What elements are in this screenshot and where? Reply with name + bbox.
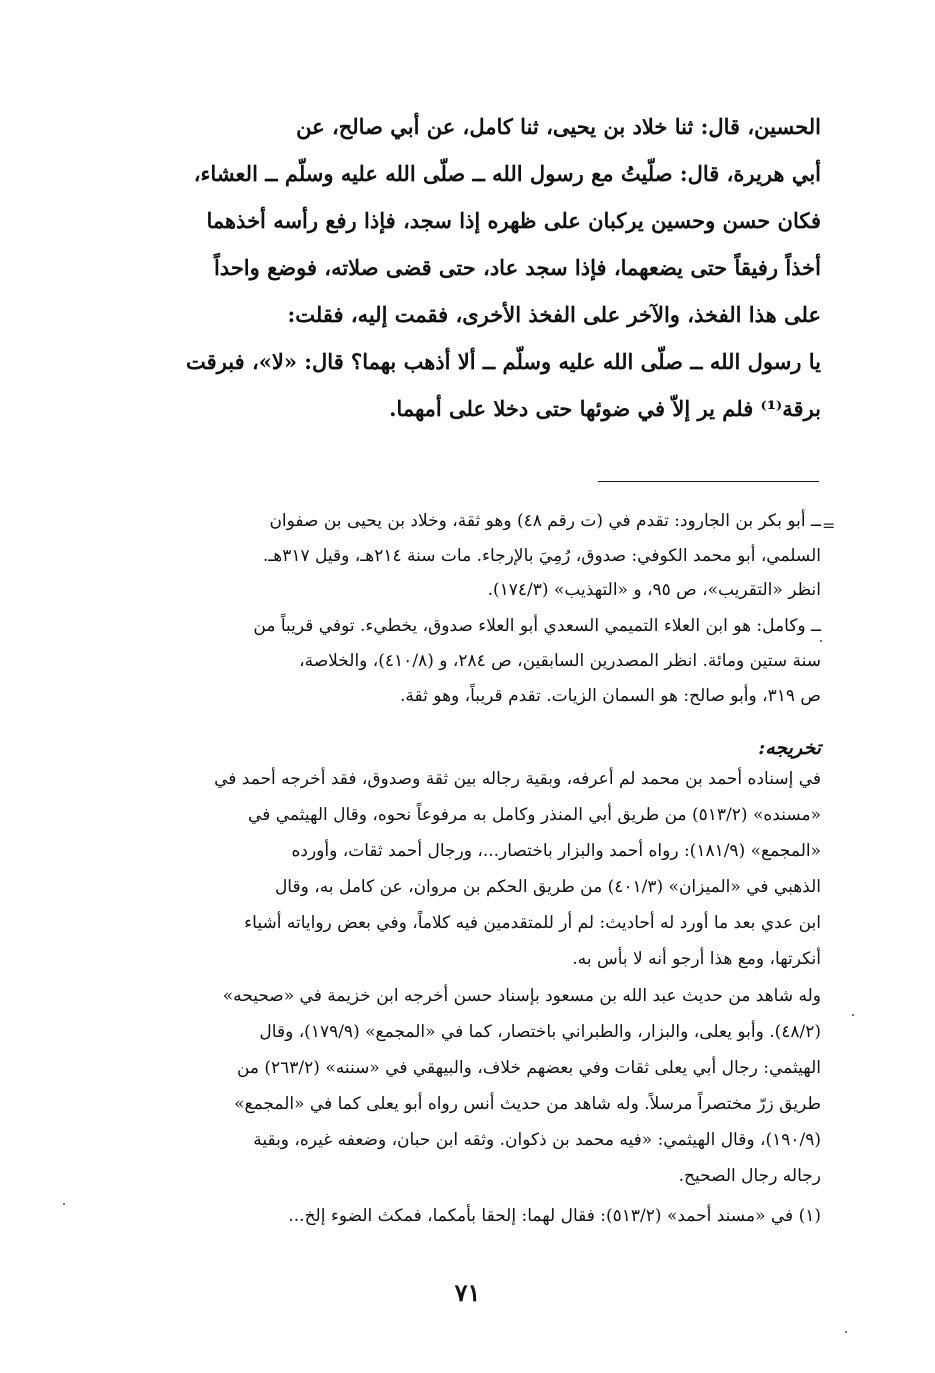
takhrij-line: (٤٨/٢). وأبو يعلى، والبزار، والطبراني باختصار، كما في «المجمع» (١٧٩/٩)، وقال: [259, 1022, 821, 1042]
main-text-line: الحسين، قال: ثنا خلاد بن يحيى، ثنا كامل، عن أبي صالح، عن: [296, 114, 821, 139]
main-text-line: فكان حسن وحسين يركبان على ظهره إذا سجد، فإذا رفع رأسه أخذهما: [206, 208, 821, 233]
footnote-continuation-mark: =: [822, 516, 836, 535]
takhrij-line: طريق زرّ مختصراً مرسلاً. وله شاهد من حديث أنس رواه أبو يعلى كما في «المجمع»: [234, 1094, 821, 1114]
takhrij-line: «مسنده» (٥١٣/٢) من طريق أبي المنذر وكامل به مرفوعاً نحوه، وقال الهيثمي في: [248, 805, 821, 825]
footnote-line: سنة ستين ومائة. انظر المصدرين السابقين، ص ٢٨٤، و (٤١٠/٨)، والخلاصة،: [299, 651, 821, 671]
scan-speck: [852, 1014, 854, 1016]
takhrij-line: ابن عدي بعد ما أورد له أحاديث: لم أر للمتقدمين فيه كلاماً، وفي بعض رواياته أشياء: [244, 913, 821, 933]
main-text-line: يا رسول الله ــ صلّى الله عليه وسلّم ــ ألا أذهب بهما؟ قال: «لا»، فبرقت: [186, 349, 821, 374]
takhrij-line: رجاله رجال الصحيح.: [678, 1166, 821, 1186]
takhrij-line: في إسناده أحمد بن محمد لم أعرفه، وبقية رجاله بين ثقة وصدوق، فقد أخرجه أحمد في: [214, 769, 821, 789]
takhrij-heading: تخريجه:: [758, 737, 821, 759]
footnote-1: (١) في «مسند أحمد» (٥١٣/٢): فقال لهما: إلحقا بأمكما، فمكث الضوء إلخ...: [288, 1206, 821, 1226]
main-text-line: أبي هريرة، قال: صلّيتُ مع رسول الله ــ صلّى الله عليه وسلّم ــ العشاء،: [193, 161, 821, 186]
takhrij-line: الذهبي في «الميزان» (٤٠١/٣) من طريق الحكم بن مروان، عن كامل به، وقال: [274, 877, 821, 897]
scan-speck: [820, 640, 822, 642]
takhrij-line: (١٩٠/٩)، وقال الهيثمي: «فيه محمد بن ذكوان. وثقه ابن حبان، وضعفه غيره، وبقية: [253, 1130, 821, 1150]
scan-speck: [63, 1203, 65, 1205]
main-text-line: برقة⁽¹⁾ فلم ير إلاّ في ضوئها حتى دخلا على أمهما.: [389, 396, 821, 421]
takhrij-line: وله شاهد من حديث عبد الله بن مسعود بإسناد حسن أخرجه ابن خزيمة في «صحيحه»: [222, 986, 821, 1006]
takhrij-line: «المجمع» (١٨١/٩): رواه أحمد والبزار باختصار...، ورجال أحمد ثقات، وأورده: [291, 841, 821, 861]
footnote-line: ص ٣١٩، وأبو صالح: هو السمان الزيات. تقدم قريباً، وهو ثقة.: [400, 686, 821, 706]
footnote-line: انظر «التقريب»، ص ٩٥، و «التهذيب» (١٧٤/٣).: [487, 580, 821, 600]
footnote-line: السلمي، أبو محمد الكوفي: صدوق، رُمِيَ بالإرجاء. مات سنة ٢١٤هـ، وقيل ٣١٧هـ.: [262, 546, 821, 566]
main-text-line: على هذا الفخذ، والآخر على الفخذ الأخرى، فقمت إليه، فقلت:: [287, 302, 821, 327]
scan-speck: [845, 1331, 847, 1333]
footnote-line: ــ وكامل: هو ابن العلاء التميمي السعدي أبو العلاء صدوق، يخطيء. توفي قريباً من: [253, 616, 821, 636]
main-text-line: أخذاً رفيقاً حتى يضعهما، فإذا سجد عاد، حتى قضى صلاته، فوضع واحداً: [213, 255, 821, 280]
footnote-separator: [598, 481, 819, 482]
page-number: ٧١: [454, 1278, 481, 1307]
takhrij-line: أنكرتها، ومع هذا أرجو أنه لا بأس به.: [572, 949, 821, 969]
takhrij-line: الهيثمي: رجال أبي يعلى ثقات وفي بعضهم خلاف، والبيهقي في «سننه» (٢٦٣/٢) من: [236, 1058, 821, 1078]
footnote-line: ــ أبو بكر بن الجارود: تقدم في (ت رقم ٤٨) وهو ثقة، وخلاد بن يحيى بن صفوان: [269, 511, 821, 531]
